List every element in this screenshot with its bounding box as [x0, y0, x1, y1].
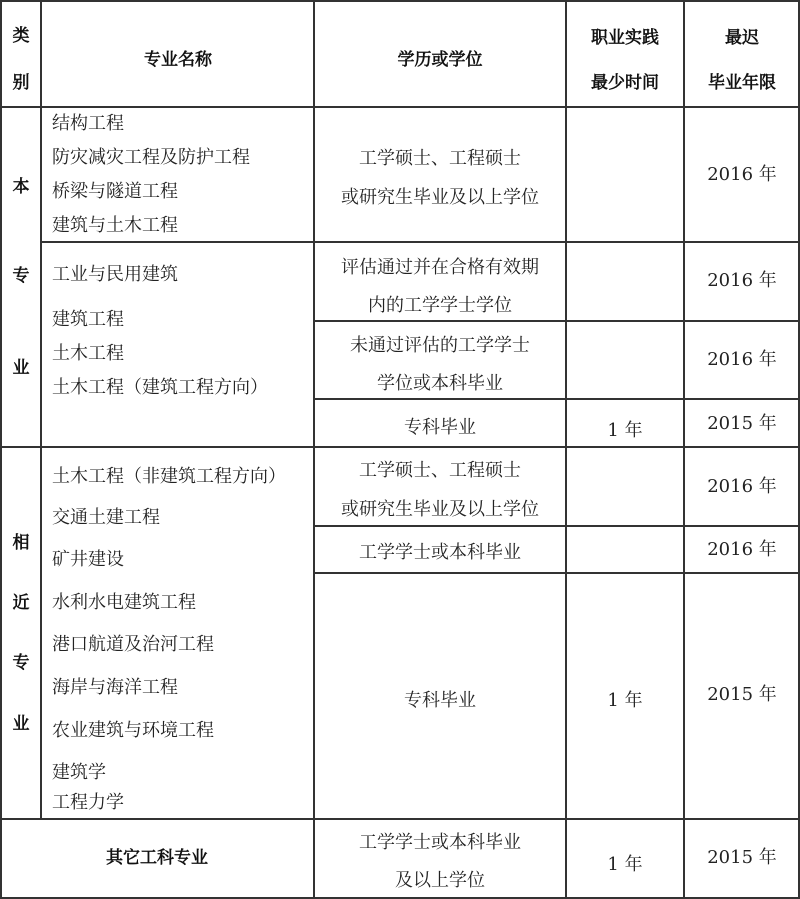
year-cell: 2016 年 [707, 349, 777, 370]
col-divider [313, 0, 315, 899]
header-category: 类 [12, 26, 30, 46]
practice-cell: 1 年 [607, 690, 643, 711]
row-divider [0, 446, 800, 448]
degree-cell: 专科毕业 [404, 690, 476, 711]
major-item: 土木工程 [52, 343, 124, 364]
category-label: 本 [12, 177, 30, 197]
major-item: 工业与民用建筑 [52, 264, 178, 285]
degree-cell: 或研究生毕业及以上学位 [341, 499, 539, 520]
major-item: 农业建筑与环境工程 [52, 720, 214, 741]
row-divider [40, 241, 800, 243]
col-divider [565, 0, 567, 899]
degree-cell: 工学学士或本科毕业 [359, 832, 521, 853]
row-divider [313, 525, 800, 527]
category-label: 专 [12, 653, 30, 673]
major-item: 桥梁与隧道工程 [52, 181, 178, 202]
col-divider [683, 0, 685, 899]
major-item: 建筑与土木工程 [52, 215, 178, 236]
major-item: 水利水电建筑工程 [52, 592, 196, 613]
major-item: 海岸与海洋工程 [52, 677, 178, 698]
degree-cell: 专科毕业 [404, 417, 476, 438]
practice-cell: 1 年 [607, 420, 643, 441]
category-label: 相 [12, 533, 30, 553]
table-border-left [0, 0, 2, 899]
major-item: 交通土建工程 [52, 507, 160, 528]
major-item: 建筑工程 [52, 309, 124, 330]
degree-cell: 未通过评估的工学学士 [350, 335, 530, 356]
degree-cell: 评估通过并在合格有效期 [341, 257, 539, 278]
practice-cell: 1 年 [607, 854, 643, 875]
major-item: 土木工程（非建筑工程方向） [52, 466, 286, 487]
degree-cell: 及以上学位 [395, 870, 485, 891]
row-divider [313, 398, 800, 400]
header-category: 别 [12, 73, 30, 93]
table-border-top [0, 0, 800, 2]
major-item: 矿井建设 [52, 549, 124, 570]
year-cell: 2016 年 [707, 164, 777, 185]
degree-cell: 学位或本科毕业 [377, 373, 503, 394]
header-practice-time: 职业实践 [591, 28, 659, 48]
category-label: 近 [12, 593, 30, 613]
category-label: 业 [12, 714, 30, 734]
row-divider [0, 106, 800, 108]
year-cell: 2015 年 [707, 413, 777, 434]
header-practice-time: 最少时间 [591, 73, 659, 93]
year-cell: 2016 年 [707, 476, 777, 497]
year-cell: 2015 年 [707, 847, 777, 868]
category-label: 专 [12, 266, 30, 286]
category-label: 其它工科专业 [106, 848, 208, 868]
category-label: 业 [12, 358, 30, 378]
header-degree: 学历或学位 [397, 50, 483, 70]
year-cell: 2016 年 [707, 539, 777, 560]
header-latest-graduation: 毕业年限 [708, 73, 776, 93]
degree-cell: 工学硕士、工程硕士 [359, 460, 521, 481]
degree-cell: 工学学士或本科毕业 [359, 542, 521, 563]
major-item: 港口航道及治河工程 [52, 634, 214, 655]
row-divider [0, 818, 800, 820]
year-cell: 2016 年 [707, 270, 777, 291]
major-item: 结构工程 [52, 113, 124, 134]
major-item: 工程力学 [52, 792, 124, 813]
major-item: 建筑学 [52, 762, 106, 783]
degree-cell: 或研究生毕业及以上学位 [341, 187, 539, 208]
col-divider [40, 0, 42, 820]
year-cell: 2015 年 [707, 684, 777, 705]
row-divider [313, 320, 800, 322]
degree-cell: 内的工学学士学位 [368, 295, 512, 316]
row-divider [313, 572, 800, 574]
header-latest-graduation: 最迟 [725, 28, 759, 48]
major-item: 防灾减灾工程及防护工程 [52, 147, 250, 168]
degree-cell: 工学硕士、工程硕士 [359, 148, 521, 169]
header-major-name: 专业名称 [144, 50, 212, 70]
major-item: 土木工程（建筑工程方向） [52, 377, 268, 398]
